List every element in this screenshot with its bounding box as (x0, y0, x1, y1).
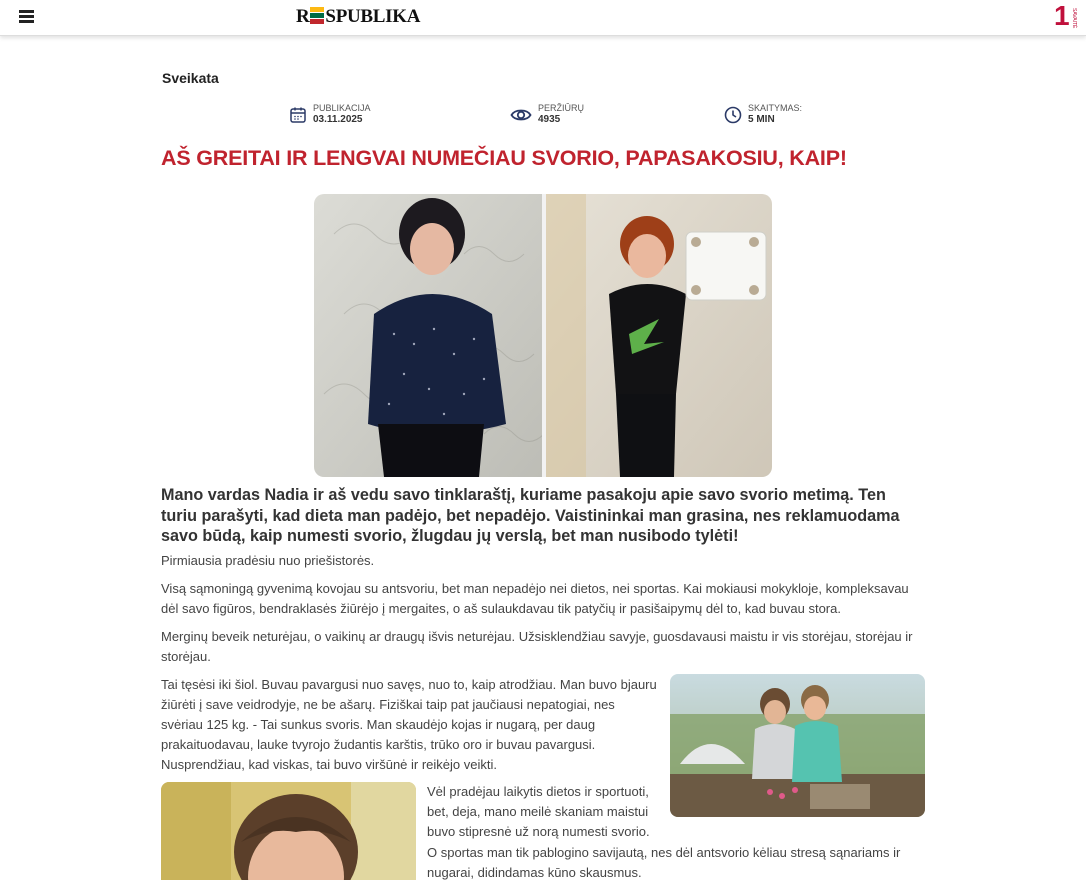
menu-icon[interactable] (19, 10, 34, 23)
article-title: AŠ GREITAI IR LENGVAI NUMEČIAU SVORIO, PAPASAKOSIU, KAIP! (161, 146, 847, 170)
eye-icon (510, 106, 532, 124)
meta-publication (289, 103, 371, 126)
lithuanian-flag-icon (310, 7, 324, 24)
meta-reading-time (724, 103, 802, 126)
article-photo-garden (670, 674, 925, 817)
article-photo-portrait (161, 782, 416, 880)
weekly-badge[interactable] (1054, 0, 1080, 31)
meta-value: 4935 (538, 114, 561, 125)
logo-suffix: SPUBLIKA (325, 6, 421, 27)
meta-label: PERŽIŪRŲ (538, 103, 585, 113)
paragraph: Visą sąmoningą gyvenimą kovojau su antsvoriu, bet man nepadėjo nei dietos, nei sportas. Kai mokiausi mokykloje, kompleksavau dėl savo figūros, bendraklasės žiūrėjo į mergaites, o aš sulaukdavau tik patyčių ir pasišaipymų dėl to, kad buvau stora. (161, 581, 909, 616)
site-logo[interactable] (296, 6, 420, 28)
badge-number: 1 (1054, 0, 1070, 31)
meta-value: 5 MIN (748, 114, 775, 125)
paragraph: Tai tęsėsi iki šiol. Buvau pavargusi nuo savęs, nuo to, kaip atrodžiau. Man buvo bjauru žiūrėti į save veidrodyje, ne be ašarų. Fiziškai taip pat jaučiausi nepatogiai, nes svėriau 125 kg. - Tai sunkus svoris. Man skaudėjo kojas ir nugarą, per daug prakaituodavau, lauke tvyrojo žudantis karštis, trūko oro ir buvau pavargusi. Nusprendžiau, kad viskas, tai buvo viršūnė ir reikėjo veikti. (161, 677, 657, 772)
badge-side-text: SAVAITĖ (1071, 8, 1077, 29)
top-navigation-bar (0, 0, 1086, 36)
paragraph: Pirmiausia pradėsiu nuo priešistorės. (161, 553, 375, 568)
paragraph: Merginų beveik neturėjau, o vaikinų ar draugų išvis neturėjau. Užsisklendžiau savyje, guosdavausi maistu ir vis storėjau, storėjau ir storėjau. (161, 629, 913, 664)
meta-views (510, 103, 584, 126)
meta-label: PUBLIKACIJA (313, 103, 371, 113)
logo-prefix: R (296, 6, 310, 27)
clock-icon (724, 106, 742, 124)
paragraph: Vėl pradėjau laikytis dietos ir sportuoti, bet, deja, mano meilė skaniam maistui buvo stipresnė už norą numesti svorio. (427, 784, 650, 839)
calendar-icon (289, 106, 307, 124)
article-category[interactable]: Sveikata (162, 70, 219, 86)
meta-label: SKAITYMAS: (748, 103, 803, 113)
paragraph: O sportas man tik pablogino savijautą, nes dėl antsvorio kėliau stresą sąnariams ir nugarai, didindamas kūno skausmus. (427, 845, 901, 880)
meta-value: 03.11.2025 (313, 114, 363, 125)
hero-before-after-image (314, 194, 772, 477)
article-lead: Mano vardas Nadia ir aš vedu savo tinklaraštį, kuriame pasakoju apie savo svorio metimą. Ten turiu parašyti, kad dieta man padėjo, bet nepadėjo. Vaistininkai man grasina, nes reklamuodama savo būdą, kaip numesti svorio, žlugdau jų verslą, bet man nusibodo tylėti! (161, 486, 900, 545)
